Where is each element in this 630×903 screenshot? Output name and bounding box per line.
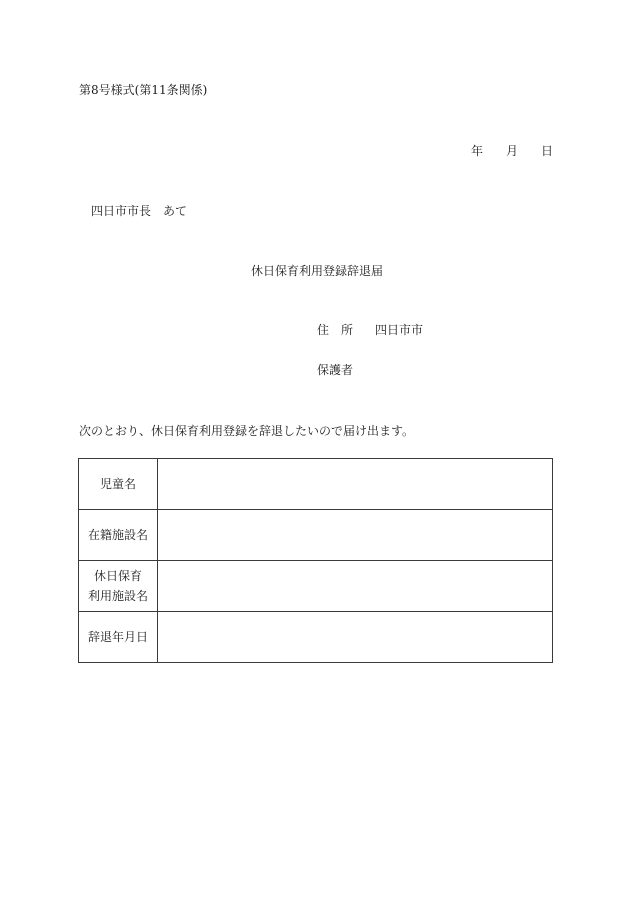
child-name-label bbox=[79, 459, 158, 510]
holiday-facility-label-line1: 休日保育 bbox=[93, 569, 142, 583]
address-label-2: 所 bbox=[341, 323, 354, 337]
address-value: 四日市市 bbox=[375, 323, 424, 337]
form-title: 休日保育利用登録辞退届 bbox=[251, 264, 384, 278]
enrolled-facility-label bbox=[79, 510, 158, 561]
enrolled-facility-field[interactable] bbox=[158, 510, 553, 561]
table-row-holiday-facility bbox=[79, 561, 553, 612]
withdrawal-date-label bbox=[79, 612, 158, 663]
date-month-label: 月 bbox=[506, 144, 519, 158]
date-day-label: 日 bbox=[541, 144, 554, 158]
info-table bbox=[78, 458, 553, 663]
statement-text: 次のとおり、休日保育利用登録を辞退したいので届け出ます。 bbox=[79, 424, 415, 438]
form-number: 第8号様式(第11条関係) bbox=[79, 83, 208, 97]
guardian-label: 保護者 bbox=[317, 363, 354, 377]
withdrawal-date-field[interactable] bbox=[158, 612, 553, 663]
addressee bbox=[91, 202, 187, 219]
address-row bbox=[317, 321, 423, 338]
holiday-facility-field[interactable] bbox=[158, 561, 553, 612]
addressee-name: 四日市市長 bbox=[91, 204, 152, 218]
withdrawal-date-label-text: 辞退年月日 bbox=[87, 630, 148, 644]
child-name-field[interactable] bbox=[158, 459, 553, 510]
date-line bbox=[471, 142, 553, 159]
table-row-enrolled-facility bbox=[79, 510, 553, 561]
address-label-1: 住 bbox=[317, 323, 330, 337]
date-year-label: 年 bbox=[471, 144, 484, 158]
child-name-label-text: 児童名 bbox=[99, 477, 136, 491]
table-row-withdrawal-date bbox=[79, 612, 553, 663]
enrolled-facility-label-text: 在籍施設名 bbox=[87, 528, 148, 542]
holiday-facility-label-line2: 利用施設名 bbox=[87, 589, 148, 603]
addressee-suffix: あて bbox=[163, 204, 188, 218]
holiday-facility-label bbox=[79, 561, 158, 612]
table-row-child-name bbox=[79, 459, 553, 510]
